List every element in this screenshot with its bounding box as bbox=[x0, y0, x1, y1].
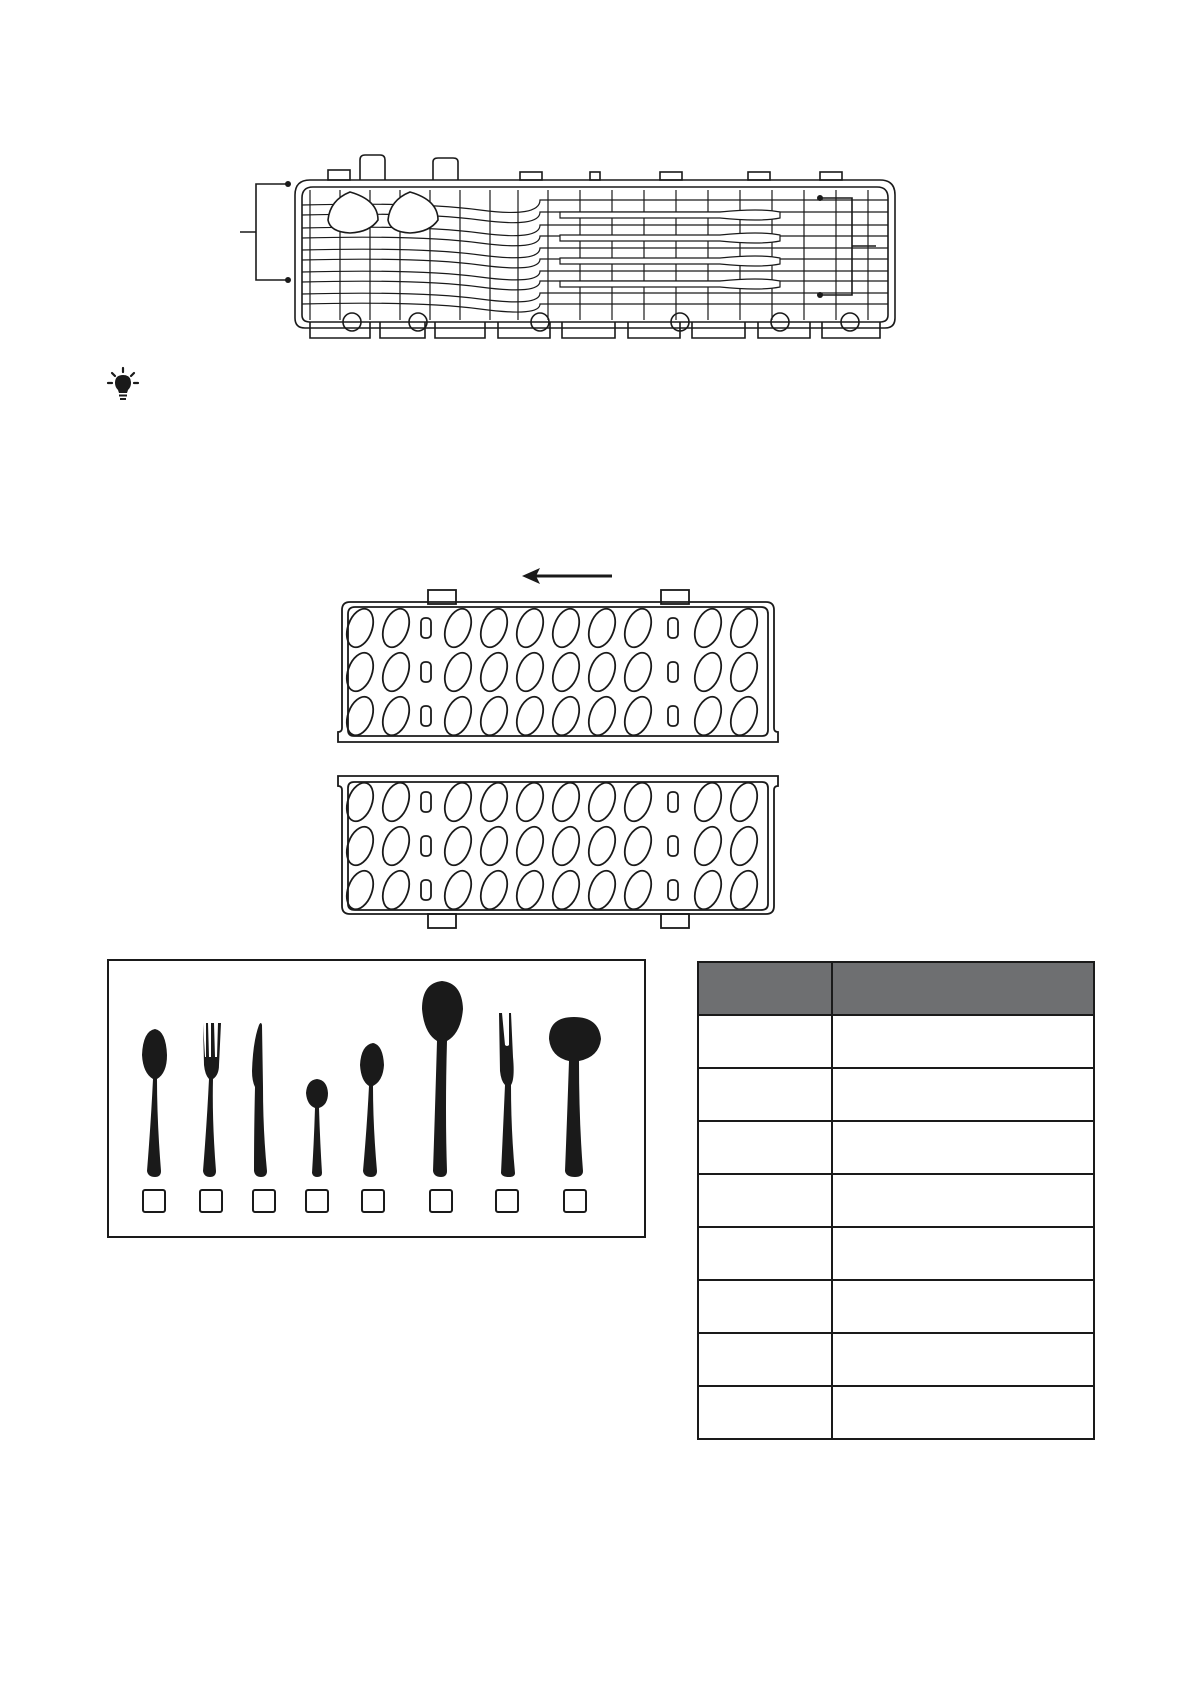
table-row bbox=[698, 1174, 1094, 1227]
table-cell bbox=[832, 1333, 1094, 1386]
teaspoon-icon bbox=[306, 1079, 328, 1177]
table-cell bbox=[832, 1068, 1094, 1121]
table-row bbox=[698, 1068, 1094, 1121]
arrow-left-icon bbox=[522, 566, 614, 586]
table-cell bbox=[698, 1015, 832, 1068]
table-row bbox=[698, 1280, 1094, 1333]
table-cell bbox=[698, 1068, 832, 1121]
cutlery-checkbox-serving-fork[interactable] bbox=[495, 1189, 519, 1213]
table-header-row bbox=[698, 962, 1094, 1015]
table-cell bbox=[698, 1333, 832, 1386]
fork-icon bbox=[203, 1023, 221, 1177]
cutlery-checkbox-dessert-spoon[interactable] bbox=[361, 1189, 385, 1213]
serving-fork-icon bbox=[499, 1013, 515, 1177]
table-cell bbox=[832, 1174, 1094, 1227]
table-cell bbox=[832, 1280, 1094, 1333]
lightbulb-icon bbox=[106, 366, 140, 402]
cutlery-checkbox-ladle[interactable] bbox=[563, 1189, 587, 1213]
table-cell bbox=[832, 1121, 1094, 1174]
cutlery-checkbox-knife[interactable] bbox=[252, 1189, 276, 1213]
table-row bbox=[698, 1121, 1094, 1174]
table-cell bbox=[698, 1280, 832, 1333]
rack-cover-top bbox=[328, 588, 788, 750]
tablespoon-icon bbox=[142, 1029, 167, 1177]
serving-spoon-icon bbox=[422, 981, 463, 1177]
table-cell bbox=[832, 1227, 1094, 1280]
table-header-cell bbox=[698, 962, 832, 1015]
table-header-cell bbox=[832, 962, 1094, 1015]
table-row bbox=[698, 1386, 1094, 1439]
cutlery-checkbox-serving-spoon[interactable] bbox=[429, 1189, 453, 1213]
cutlery-checkbox-tablespoon[interactable] bbox=[142, 1189, 166, 1213]
knife-icon bbox=[252, 1023, 267, 1177]
table-cell bbox=[698, 1386, 832, 1439]
table-row bbox=[698, 1333, 1094, 1386]
cutlery-table bbox=[697, 961, 1095, 1440]
cutlery-panel bbox=[107, 959, 646, 1238]
rack-cover-bottom bbox=[328, 770, 788, 930]
ladle-icon bbox=[549, 1017, 601, 1177]
cutlery-checkbox-fork[interactable] bbox=[199, 1189, 223, 1213]
table-row bbox=[698, 1015, 1094, 1068]
table-cell bbox=[698, 1121, 832, 1174]
dessert-spoon-icon bbox=[360, 1043, 384, 1177]
table-cell bbox=[832, 1386, 1094, 1439]
table-cell bbox=[698, 1174, 832, 1227]
cutlery-rack-illustration bbox=[240, 150, 960, 360]
table-cell bbox=[832, 1015, 1094, 1068]
cutlery-checkbox-teaspoon[interactable] bbox=[305, 1189, 329, 1213]
table-row bbox=[698, 1227, 1094, 1280]
table-cell bbox=[698, 1227, 832, 1280]
